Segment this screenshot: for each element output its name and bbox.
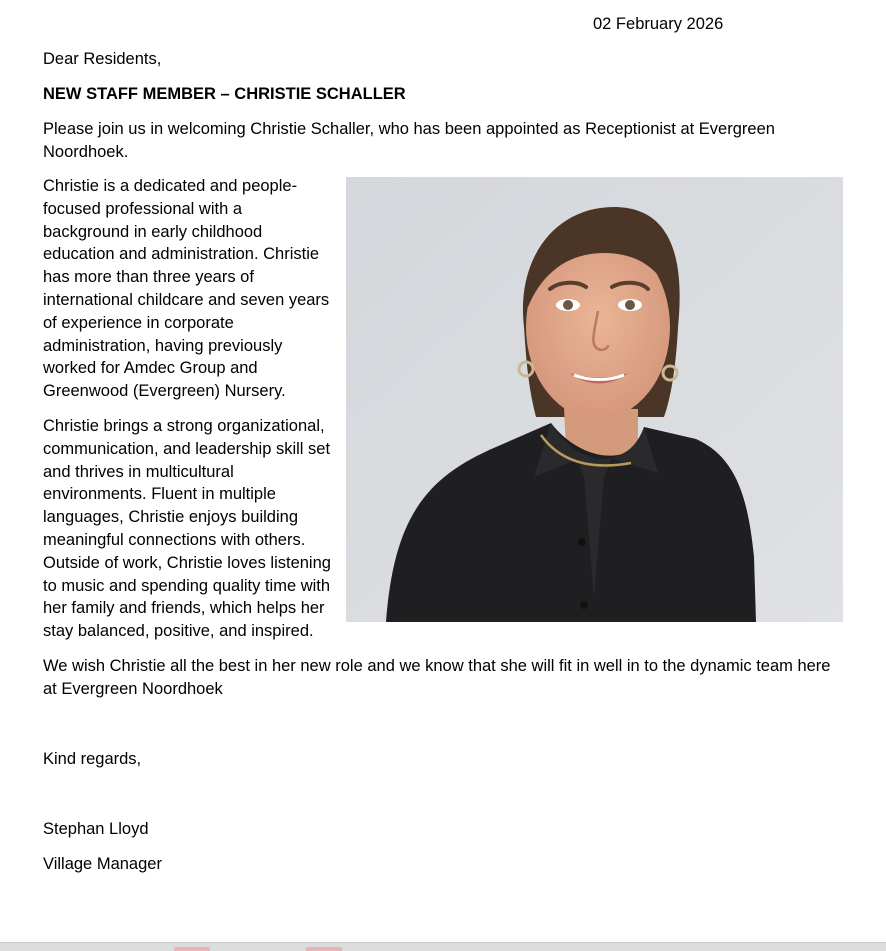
closing-paragraph: We wish Christie all the best in her new role and we know that she will fit in well in to the dynamic team here at Evergreen Noordhoek: [43, 657, 831, 698]
kind-regards: Kind regards,: [43, 750, 142, 768]
signatory-name: Stephan Lloyd: [43, 820, 149, 838]
letter-body: [43, 175, 843, 655]
letter-date: 02 February 2026: [593, 15, 724, 33]
body-paragraph-1: Christie is a dedicated and people-focused professional with a background in early childhood education and administration. Christie has more than three years of international childcare and seven years of experience in corporate administration, having previously worked for Amdec Group and Greenwood (Evergreen) Nursery.: [43, 177, 330, 401]
letter-heading: NEW STAFF MEMBER – CHRISTIE SCHALLER: [43, 85, 406, 103]
signatory-title: Village Manager: [43, 855, 162, 873]
page-tab-marker: [306, 947, 342, 951]
intro-paragraph: Please join us in welcoming Christie Schaller, who has been appointed as Receptionist at Evergreen Noordhoek.: [43, 120, 775, 161]
salutation: Dear Residents,: [43, 50, 162, 68]
body-paragraph-2: Christie brings a strong organizational, communication, and leadership skill set and thrives in multicultural environments. Fluent in multiple languages, Christie enjoys building meaningful connections with others. Outside of work, Christie loves listening to music and spending quality time with her family and friends, which helps her stay balanced, positive, and inspired.: [43, 416, 331, 641]
staff-photo: [346, 177, 843, 622]
page-tab-marker: [174, 947, 210, 951]
